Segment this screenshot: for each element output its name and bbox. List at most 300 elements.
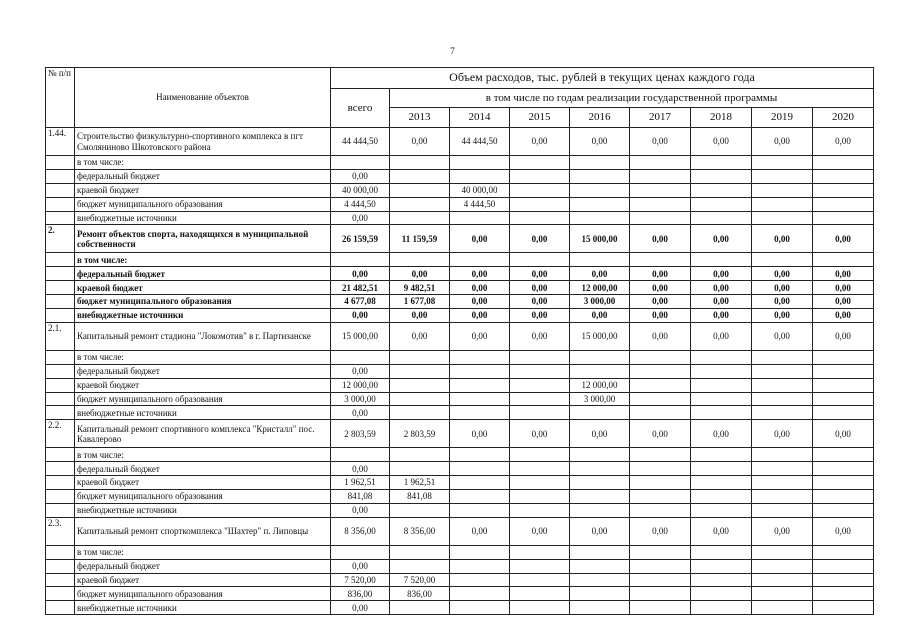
year-value: [813, 169, 874, 183]
year-value: [510, 448, 570, 462]
table-body: [46, 128, 874, 615]
header-year: 2019: [752, 108, 813, 128]
table-row: [46, 503, 874, 517]
year-value: 1 962,51: [390, 476, 450, 490]
year-value: [813, 573, 874, 587]
year-value: 8 356,00: [390, 517, 450, 545]
table-row: [46, 156, 874, 170]
year-value: [630, 448, 691, 462]
year-value: 836,00: [390, 587, 450, 601]
year-value: [510, 156, 570, 170]
year-value: [691, 253, 752, 267]
total-value: 2 803,59: [331, 420, 390, 448]
year-value: 0,00: [813, 517, 874, 545]
year-value: 0,00: [510, 128, 570, 156]
year-value: [570, 211, 630, 225]
year-value: [752, 545, 813, 559]
year-value: 0,00: [630, 420, 691, 448]
row-number: [46, 476, 75, 490]
object-name: федеральный бюджет: [75, 462, 331, 476]
year-value: [570, 448, 630, 462]
table-row: [46, 601, 874, 615]
year-value: 40 000,00: [450, 183, 510, 197]
row-number: 2.: [46, 225, 75, 253]
year-value: [450, 350, 510, 364]
year-value: [813, 392, 874, 406]
year-value: [752, 490, 813, 504]
total-value: 0,00: [331, 406, 390, 420]
table-row: [46, 128, 874, 156]
table-row: [46, 545, 874, 559]
header-year: 2016: [570, 108, 630, 128]
table-row: [46, 573, 874, 587]
year-value: [510, 183, 570, 197]
object-name: внебюджетные источники: [75, 601, 331, 615]
year-value: [691, 406, 752, 420]
year-value: 0,00: [813, 322, 874, 350]
year-value: [691, 169, 752, 183]
year-value: [630, 545, 691, 559]
year-value: [630, 601, 691, 615]
row-number: [46, 197, 75, 211]
row-number: 2.3.: [46, 517, 75, 545]
row-number: 2.2.: [46, 420, 75, 448]
year-value: 15 000,00: [570, 225, 630, 253]
object-name: краевой бюджет: [75, 378, 331, 392]
year-value: [691, 587, 752, 601]
year-value: [390, 183, 450, 197]
total-value: 1 962,51: [331, 476, 390, 490]
year-value: 0,00: [813, 295, 874, 309]
object-name: федеральный бюджет: [75, 559, 331, 573]
header-number: № п/п: [46, 68, 75, 128]
year-value: [691, 476, 752, 490]
year-value: [510, 462, 570, 476]
total-value: [331, 448, 390, 462]
year-value: [752, 601, 813, 615]
object-name: Капитальный ремонт спорткомплекса "Шахтер" п. Липовцы: [75, 517, 331, 545]
year-value: 0,00: [510, 517, 570, 545]
row-number: [46, 406, 75, 420]
year-value: 0,00: [813, 281, 874, 295]
year-value: [691, 156, 752, 170]
row-number: [46, 295, 75, 309]
year-value: 0,00: [630, 225, 691, 253]
year-value: [390, 601, 450, 615]
year-value: 0,00: [813, 267, 874, 281]
year-value: [813, 587, 874, 601]
page-number: 7: [450, 46, 455, 56]
year-value: [630, 406, 691, 420]
year-value: [691, 211, 752, 225]
year-value: [510, 169, 570, 183]
year-value: [390, 392, 450, 406]
table-row: [46, 559, 874, 573]
year-value: 0,00: [752, 128, 813, 156]
year-value: [390, 448, 450, 462]
year-value: [510, 406, 570, 420]
year-value: [813, 378, 874, 392]
year-value: 0,00: [752, 267, 813, 281]
total-value: 4 444,50: [331, 197, 390, 211]
table-row: [46, 281, 874, 295]
row-number: [46, 448, 75, 462]
year-value: 0,00: [630, 517, 691, 545]
table-row: [46, 295, 874, 309]
year-value: 0,00: [390, 322, 450, 350]
table-row: [46, 267, 874, 281]
year-value: 0,00: [510, 420, 570, 448]
year-value: 4 444,50: [450, 197, 510, 211]
total-value: [331, 545, 390, 559]
year-value: 0,00: [450, 225, 510, 253]
year-value: 2 803,59: [390, 420, 450, 448]
year-value: [390, 197, 450, 211]
year-value: 0,00: [752, 295, 813, 309]
year-value: [691, 601, 752, 615]
year-value: 0,00: [570, 267, 630, 281]
year-value: [510, 197, 570, 211]
total-value: 26 159,59: [331, 225, 390, 253]
header-year: 2014: [450, 108, 510, 128]
year-value: [450, 378, 510, 392]
table-row: [46, 462, 874, 476]
total-value: [331, 156, 390, 170]
table-row: [46, 309, 874, 323]
year-value: [813, 545, 874, 559]
year-value: [390, 503, 450, 517]
year-value: [450, 364, 510, 378]
year-value: [570, 169, 630, 183]
year-value: [630, 476, 691, 490]
table-row: [46, 406, 874, 420]
year-value: [691, 503, 752, 517]
year-value: [450, 156, 510, 170]
year-value: 0,00: [450, 420, 510, 448]
year-value: [752, 476, 813, 490]
total-value: [331, 253, 390, 267]
year-value: [813, 490, 874, 504]
row-number: [46, 573, 75, 587]
year-value: 0,00: [691, 225, 752, 253]
year-value: [630, 462, 691, 476]
row-number: [46, 503, 75, 517]
row-number: [46, 169, 75, 183]
year-value: [752, 183, 813, 197]
year-value: 0,00: [752, 225, 813, 253]
total-value: 21 482,51: [331, 281, 390, 295]
year-value: [813, 350, 874, 364]
object-name: федеральный бюджет: [75, 364, 331, 378]
year-value: [510, 545, 570, 559]
table-row: [46, 225, 874, 253]
year-value: [570, 462, 630, 476]
total-value: 0,00: [331, 462, 390, 476]
year-value: [752, 406, 813, 420]
object-name: Капитальный ремонт спортивного комплекса "Кристалл" пос. Кавалерово: [75, 420, 331, 448]
year-value: 0,00: [691, 517, 752, 545]
year-value: [570, 587, 630, 601]
year-value: 12 000,00: [570, 281, 630, 295]
row-number: [46, 183, 75, 197]
year-value: [510, 601, 570, 615]
year-value: 0,00: [390, 267, 450, 281]
total-value: 40 000,00: [331, 183, 390, 197]
year-value: [450, 448, 510, 462]
year-value: [630, 169, 691, 183]
expenses-table: [45, 67, 874, 615]
year-value: [390, 156, 450, 170]
header-volume: Объем расходов, тыс. рублей в текущих ценах каждого года: [331, 68, 874, 89]
table-row: [46, 183, 874, 197]
year-value: [813, 253, 874, 267]
year-value: 0,00: [691, 267, 752, 281]
year-value: [510, 559, 570, 573]
total-value: 0,00: [331, 309, 390, 323]
year-value: [691, 490, 752, 504]
row-number: [46, 490, 75, 504]
year-value: [691, 350, 752, 364]
table-row: [46, 448, 874, 462]
year-value: [630, 364, 691, 378]
year-value: [570, 197, 630, 211]
year-value: [390, 559, 450, 573]
year-value: [570, 545, 630, 559]
year-value: 0,00: [630, 128, 691, 156]
year-value: [450, 406, 510, 420]
header-year: 2013: [390, 108, 450, 128]
header-year: 2017: [630, 108, 691, 128]
year-value: 0,00: [510, 267, 570, 281]
year-value: [691, 197, 752, 211]
object-name: бюджет муниципального образования: [75, 587, 331, 601]
total-value: 0,00: [331, 211, 390, 225]
year-value: [813, 156, 874, 170]
object-name: бюджет муниципального образования: [75, 295, 331, 309]
year-value: 0,00: [450, 517, 510, 545]
year-value: 0,00: [752, 420, 813, 448]
table-row: [46, 392, 874, 406]
year-value: [450, 601, 510, 615]
year-value: [570, 559, 630, 573]
year-value: 0,00: [510, 322, 570, 350]
year-value: [390, 545, 450, 559]
table-row: [46, 587, 874, 601]
year-value: [813, 364, 874, 378]
row-number: 2.1.: [46, 322, 75, 350]
year-value: [510, 392, 570, 406]
year-value: [752, 462, 813, 476]
year-value: [570, 406, 630, 420]
year-value: [630, 197, 691, 211]
year-value: [630, 350, 691, 364]
row-number: [46, 462, 75, 476]
year-value: [570, 156, 630, 170]
row-number: [46, 350, 75, 364]
row-number: [46, 253, 75, 267]
table-row: [46, 420, 874, 448]
year-value: 0,00: [752, 517, 813, 545]
object-name: внебюджетные источники: [75, 503, 331, 517]
year-value: [450, 169, 510, 183]
year-value: [752, 559, 813, 573]
year-value: 1 677,08: [390, 295, 450, 309]
year-value: [450, 587, 510, 601]
year-value: [450, 573, 510, 587]
year-value: [570, 183, 630, 197]
year-value: 0,00: [691, 322, 752, 350]
year-value: [813, 462, 874, 476]
row-number: [46, 364, 75, 378]
year-value: [691, 378, 752, 392]
year-value: [390, 406, 450, 420]
year-value: 0,00: [510, 281, 570, 295]
header-by-years: в том числе по годам реализации государственной программы: [390, 89, 874, 108]
year-value: [752, 169, 813, 183]
year-value: [752, 392, 813, 406]
year-value: [450, 211, 510, 225]
year-value: [570, 490, 630, 504]
year-value: [752, 573, 813, 587]
table-row: [46, 211, 874, 225]
year-value: [390, 211, 450, 225]
object-name: федеральный бюджет: [75, 169, 331, 183]
year-value: 0,00: [450, 309, 510, 323]
year-value: [390, 253, 450, 267]
year-value: [510, 350, 570, 364]
year-value: 0,00: [510, 295, 570, 309]
year-value: [510, 476, 570, 490]
object-name: бюджет муниципального образования: [75, 392, 331, 406]
header-year: 2015: [510, 108, 570, 128]
header-name: Наименование объектов: [75, 68, 331, 128]
year-value: 0,00: [752, 309, 813, 323]
header-year: 2020: [813, 108, 874, 128]
object-name: Ремонт объектов спорта, находящихся в муниципальной собственности: [75, 225, 331, 253]
row-number: [46, 267, 75, 281]
object-name: федеральный бюджет: [75, 267, 331, 281]
total-value: 0,00: [331, 364, 390, 378]
total-value: 0,00: [331, 267, 390, 281]
object-name: бюджет муниципального образования: [75, 490, 331, 504]
total-value: 7 520,00: [331, 573, 390, 587]
year-value: [510, 490, 570, 504]
year-value: [752, 253, 813, 267]
year-value: [752, 503, 813, 517]
year-value: 0,00: [752, 322, 813, 350]
year-value: 3 000,00: [570, 392, 630, 406]
year-value: [813, 601, 874, 615]
row-number: [46, 156, 75, 170]
year-value: [390, 350, 450, 364]
table-row: [46, 197, 874, 211]
year-value: 0,00: [570, 517, 630, 545]
year-value: [510, 364, 570, 378]
object-name: краевой бюджет: [75, 476, 331, 490]
year-value: [630, 490, 691, 504]
year-value: [691, 545, 752, 559]
year-value: 0,00: [510, 309, 570, 323]
table-row: [46, 517, 874, 545]
total-value: 841,08: [331, 490, 390, 504]
year-value: [630, 211, 691, 225]
total-value: 0,00: [331, 601, 390, 615]
header-year: 2018: [691, 108, 752, 128]
year-value: [630, 587, 691, 601]
year-value: [691, 448, 752, 462]
table-row: [46, 490, 874, 504]
year-value: [630, 156, 691, 170]
year-value: 15 000,00: [570, 322, 630, 350]
year-value: [510, 378, 570, 392]
year-value: [510, 587, 570, 601]
table-row: [46, 378, 874, 392]
year-value: 0,00: [570, 128, 630, 156]
year-value: [691, 392, 752, 406]
total-value: 0,00: [331, 559, 390, 573]
year-value: 0,00: [510, 225, 570, 253]
year-value: 0,00: [630, 281, 691, 295]
year-value: [691, 559, 752, 573]
year-value: [813, 197, 874, 211]
year-value: 0,00: [630, 267, 691, 281]
total-value: 4 677,08: [331, 295, 390, 309]
year-value: [813, 211, 874, 225]
year-value: [752, 364, 813, 378]
row-number: 1.44.: [46, 128, 75, 156]
year-value: [752, 448, 813, 462]
year-value: [450, 462, 510, 476]
row-number: [46, 587, 75, 601]
total-value: 0,00: [331, 503, 390, 517]
total-value: 3 000,00: [331, 392, 390, 406]
object-name: бюджет муниципального образования: [75, 197, 331, 211]
year-value: [813, 559, 874, 573]
total-value: 15 000,00: [331, 322, 390, 350]
year-value: 0,00: [630, 309, 691, 323]
year-value: [630, 503, 691, 517]
year-value: 0,00: [570, 420, 630, 448]
table-row: [46, 364, 874, 378]
row-number: [46, 281, 75, 295]
year-value: [450, 545, 510, 559]
year-value: 0,00: [450, 295, 510, 309]
year-value: [390, 169, 450, 183]
year-value: 0,00: [450, 267, 510, 281]
year-value: 841,08: [390, 490, 450, 504]
year-value: [570, 476, 630, 490]
year-value: [390, 364, 450, 378]
year-value: [630, 392, 691, 406]
year-value: [752, 587, 813, 601]
year-value: 0,00: [813, 420, 874, 448]
year-value: [630, 183, 691, 197]
object-name: в том числе:: [75, 350, 331, 364]
year-value: [752, 378, 813, 392]
year-value: [510, 211, 570, 225]
year-value: [630, 253, 691, 267]
year-value: 0,00: [390, 128, 450, 156]
object-name: краевой бюджет: [75, 573, 331, 587]
table-row: [46, 350, 874, 364]
year-value: 0,00: [813, 309, 874, 323]
total-value: [331, 350, 390, 364]
year-value: 12 000,00: [570, 378, 630, 392]
total-value: 0,00: [331, 169, 390, 183]
year-value: [450, 490, 510, 504]
year-value: 0,00: [813, 225, 874, 253]
row-number: [46, 559, 75, 573]
